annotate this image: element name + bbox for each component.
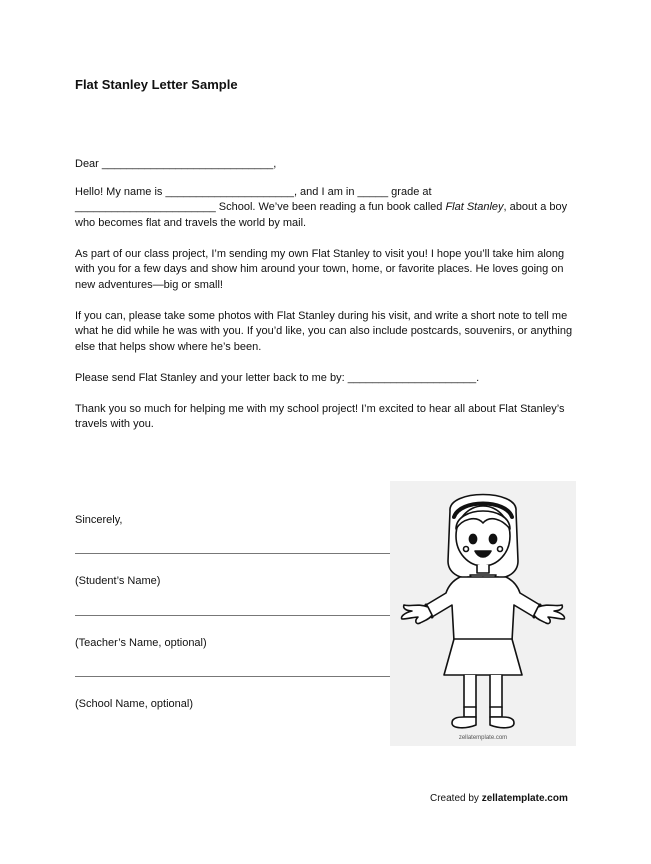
teacher-name-label: (Teacher’s Name, optional) bbox=[75, 637, 207, 649]
student-name-label: (Student’s Name) bbox=[75, 575, 161, 587]
illustration-watermark: zellatemplate.com bbox=[458, 735, 508, 741]
salutation: Dear ____________________________, bbox=[75, 158, 277, 170]
paragraph-thanks: Thank you so much for helping me with my school project! I’m excited to hear all about Flat Stanley’s travels with you. bbox=[75, 402, 565, 430]
school-name-label: (School Name, optional) bbox=[75, 698, 194, 710]
credit-prefix: Created by bbox=[430, 793, 482, 804]
school-name-line bbox=[75, 676, 390, 677]
closing: Sincerely, bbox=[75, 514, 123, 526]
page-title: Flat Stanley Letter Sample bbox=[75, 77, 238, 92]
paragraph-intro-end: , about a boy who becomes flat and travels the world by mail. bbox=[75, 201, 568, 229]
credit-line bbox=[430, 793, 568, 804]
paragraph-intro bbox=[75, 185, 575, 232]
credit-site-link[interactable]: zellatemplate.com bbox=[481, 793, 568, 804]
teacher-name-line bbox=[75, 615, 390, 616]
flat-stanley-illustration bbox=[390, 481, 576, 746]
letter-body bbox=[75, 157, 575, 448]
paragraph-project: As part of our class project, I’m sending my own Flat Stanley to visit you! I hope you’ll take him along with you for a few days and show him around your town, home, or favorite places. He loves going on new adventures—big or small! bbox=[75, 247, 565, 291]
student-name-line bbox=[75, 553, 390, 554]
book-title: Flat Stanley bbox=[445, 201, 504, 213]
paragraph-intro-start: Hello! My name is _____________________, and I am in _____ grade at _______________________ School. We’ve been reading a fun book called bbox=[75, 185, 446, 213]
paragraph-return-date: Please send Flat Stanley and your letter back to me by: _____________________. bbox=[75, 371, 480, 384]
flat-stanley-girl-icon bbox=[390, 481, 576, 746]
paragraph-photos: If you can, please take some photos with Flat Stanley during his visit, and write a short note to tell me what he did while he was with you. If you’d like, you can also include postcards, souvenirs, or anything else that helps show where he’s been. bbox=[75, 309, 573, 353]
